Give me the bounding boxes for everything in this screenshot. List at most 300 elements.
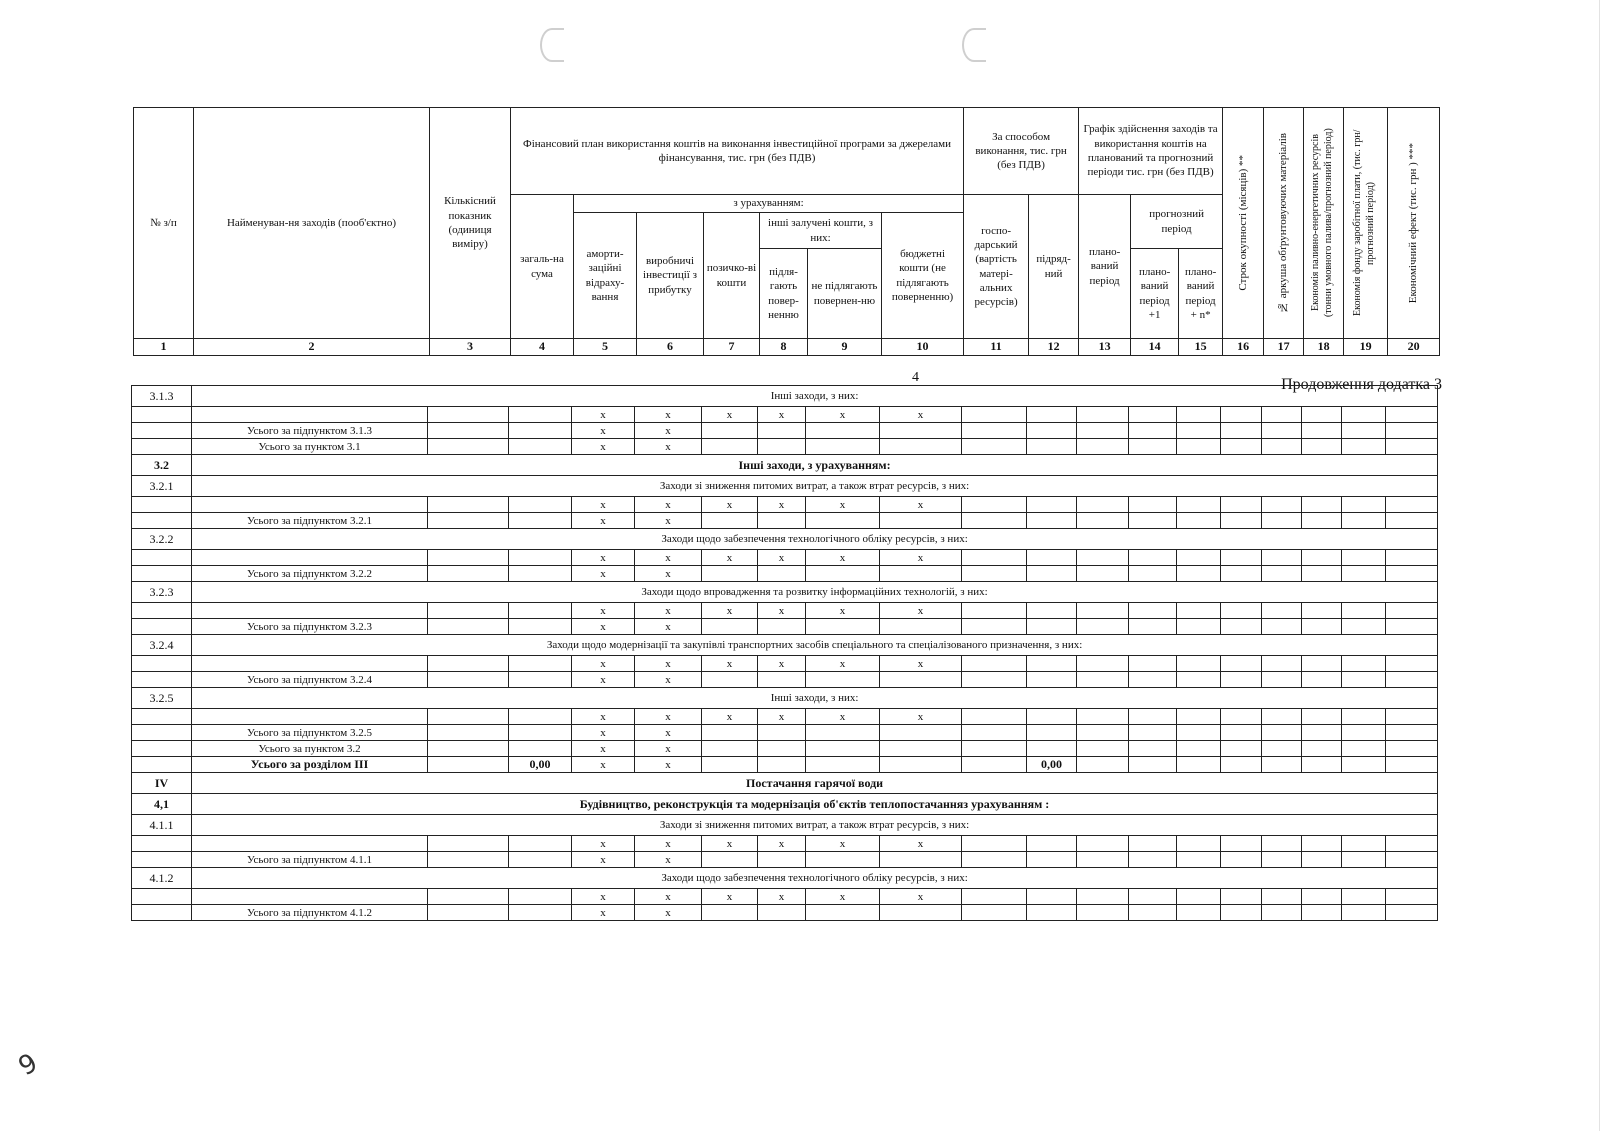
mark-cell <box>702 741 758 757</box>
data-cell <box>1302 439 1342 455</box>
total-cell: 0,00 <box>509 757 572 773</box>
mark-cell <box>758 566 806 582</box>
data-cell <box>1342 423 1386 439</box>
row-code: 3.2.1 <box>132 476 192 497</box>
own-cell <box>962 741 1027 757</box>
data-cell <box>1302 757 1342 773</box>
handwritten-page-number: 9 <box>13 1047 43 1083</box>
data-cell <box>1262 513 1302 529</box>
data-cell <box>1262 709 1302 725</box>
data-cell <box>1077 889 1129 905</box>
mark-cell: x <box>635 423 702 439</box>
header-by-method: За способом виконання, тис. грн (без ПДВ) <box>964 108 1079 195</box>
col-num: 18 <box>1304 339 1344 356</box>
data-cell <box>1077 741 1129 757</box>
quantity-cell <box>428 603 509 619</box>
data-cell <box>1129 905 1177 921</box>
quantity-cell <box>428 889 509 905</box>
header-planned-n: плано-ваний період + n* <box>1179 249 1223 339</box>
mark-cell: x <box>880 836 962 852</box>
table-row <box>132 529 1438 550</box>
col-num: 17 <box>1264 339 1304 356</box>
total-cell <box>509 513 572 529</box>
data-cell <box>1077 439 1129 455</box>
table-row <box>132 566 1438 582</box>
data-cell <box>1177 852 1221 868</box>
data-cell <box>1177 725 1221 741</box>
mark-cell: x <box>702 497 758 513</box>
mark-cell: x <box>880 709 962 725</box>
quantity-cell <box>428 852 509 868</box>
mark-cell: x <box>635 619 702 635</box>
mark-cell <box>702 757 758 773</box>
data-cell <box>1262 836 1302 852</box>
header-name: Найменуван-ня заходів (пооб'єктно) <box>194 108 430 339</box>
header-total: загаль-на сума <box>511 195 574 339</box>
row-label: Усього за підпунктом 4.1.1 <box>192 852 428 868</box>
mark-cell: x <box>702 603 758 619</box>
data-cell <box>1221 603 1262 619</box>
data-cell <box>1262 757 1302 773</box>
data-cell <box>1262 497 1302 513</box>
data-cell <box>1077 603 1129 619</box>
mark-cell: x <box>806 550 880 566</box>
contract-cell <box>1027 566 1077 582</box>
table-row <box>132 905 1438 921</box>
mark-cell: x <box>702 656 758 672</box>
mark-cell: x <box>758 889 806 905</box>
row-code <box>132 905 192 921</box>
data-cell <box>1077 905 1129 921</box>
table-row <box>132 550 1438 566</box>
col-num: 15 <box>1179 339 1223 356</box>
data-cell <box>1077 513 1129 529</box>
mark-cell <box>702 725 758 741</box>
mark-cell: x <box>572 836 635 852</box>
row-code: 4.1.2 <box>132 868 192 889</box>
mark-cell <box>758 852 806 868</box>
mark-cell: x <box>702 709 758 725</box>
data-cell <box>1386 852 1438 868</box>
quantity-cell <box>428 407 509 423</box>
mark-cell <box>880 905 962 921</box>
header-econ-effect: Економічний ефект (тис. грн ) *** <box>1388 108 1440 339</box>
mark-cell <box>806 725 880 741</box>
data-cell <box>1302 889 1342 905</box>
table-row <box>132 852 1438 868</box>
col-num: 11 <box>964 339 1029 356</box>
data-cell <box>1386 513 1438 529</box>
quantity-cell <box>428 566 509 582</box>
contract-cell <box>1027 889 1077 905</box>
data-cell <box>1386 423 1438 439</box>
data-cell <box>1386 407 1438 423</box>
mark-cell: x <box>572 407 635 423</box>
section-title: Постачання гарячої води <box>192 773 1438 794</box>
data-cell <box>1386 836 1438 852</box>
data-cell <box>1077 566 1129 582</box>
data-cell <box>1262 566 1302 582</box>
data-cell <box>1262 889 1302 905</box>
table-body <box>131 385 1438 921</box>
row-code <box>132 423 192 439</box>
data-cell <box>1302 741 1342 757</box>
col-num: 6 <box>637 339 704 356</box>
table-row <box>132 603 1438 619</box>
table-row <box>132 619 1438 635</box>
total-cell <box>509 672 572 688</box>
mark-cell <box>758 757 806 773</box>
mark-cell: x <box>806 407 880 423</box>
data-cell <box>1129 423 1177 439</box>
own-cell <box>962 439 1027 455</box>
data-cell <box>1221 423 1262 439</box>
section-title: Будівництво, реконструкція та модернізація об'єктів теплопостачанняз урахуванням : <box>192 794 1438 815</box>
row-label <box>192 603 428 619</box>
row-label: Усього за пунктом 3.1 <box>192 439 428 455</box>
data-cell <box>1129 889 1177 905</box>
data-cell <box>1129 603 1177 619</box>
data-cell <box>1177 836 1221 852</box>
section-title: Заходи щодо забезпечення технологічного обліку ресурсів, з них: <box>192 868 1438 889</box>
data-cell <box>1342 672 1386 688</box>
table-row <box>132 476 1438 497</box>
header-quantity: Кількісний показник (одиниця виміру) <box>430 108 511 339</box>
table-row <box>132 513 1438 529</box>
mark-cell <box>702 566 758 582</box>
own-cell <box>962 852 1027 868</box>
col-num: 13 <box>1079 339 1131 356</box>
table-row <box>132 757 1438 773</box>
mark-cell <box>806 905 880 921</box>
data-cell <box>1077 757 1129 773</box>
data-cell <box>1177 423 1221 439</box>
table-row <box>132 815 1438 836</box>
row-label <box>192 407 428 423</box>
section-title: Інші заходи, з урахуванням: <box>192 455 1438 476</box>
table-row <box>132 497 1438 513</box>
mark-cell <box>758 672 806 688</box>
row-code: IV <box>132 773 192 794</box>
mark-cell <box>880 619 962 635</box>
section-title: Заходи щодо модернізації та закупівлі транспортних засобів спеціального та спеціалізованого призначення, з них: <box>192 635 1438 656</box>
data-cell <box>1177 566 1221 582</box>
total-cell <box>509 741 572 757</box>
mark-cell: x <box>572 603 635 619</box>
data-cell <box>1221 566 1262 582</box>
data-cell <box>1177 757 1221 773</box>
mark-cell: x <box>635 439 702 455</box>
section-title: Заходи зі зниження питомих витрат, а також втрат ресурсів, з них: <box>192 476 1438 497</box>
table-row <box>132 439 1438 455</box>
data-cell <box>1386 757 1438 773</box>
data-cell <box>1221 550 1262 566</box>
data-cell <box>1386 672 1438 688</box>
data-cell <box>1262 852 1302 868</box>
mark-cell <box>806 672 880 688</box>
mark-cell <box>880 741 962 757</box>
punch-hole-left <box>540 28 564 62</box>
data-cell <box>1302 709 1342 725</box>
own-cell <box>962 603 1027 619</box>
data-cell <box>1302 619 1342 635</box>
data-cell <box>1262 423 1302 439</box>
header-sheet-no: № аркуша обґрунтовуючих матеріалів <box>1264 108 1304 339</box>
mark-cell: x <box>702 836 758 852</box>
row-code <box>132 619 192 635</box>
header-budget: бюджетні кошти (не підлягають поверненню) <box>882 213 964 339</box>
data-cell <box>1302 836 1342 852</box>
data-cell <box>1386 619 1438 635</box>
row-code <box>132 709 192 725</box>
data-cell <box>1129 439 1177 455</box>
data-cell <box>1342 619 1386 635</box>
mark-cell: x <box>635 497 702 513</box>
mark-cell <box>880 423 962 439</box>
total-cell <box>509 619 572 635</box>
own-cell <box>962 566 1027 582</box>
mark-cell <box>806 423 880 439</box>
col-num: 19 <box>1344 339 1388 356</box>
data-cell <box>1221 656 1262 672</box>
data-cell <box>1262 905 1302 921</box>
mark-cell: x <box>806 836 880 852</box>
row-code <box>132 725 192 741</box>
data-cell <box>1386 709 1438 725</box>
table-row <box>132 836 1438 852</box>
contract-cell <box>1027 407 1077 423</box>
header-planned: плано-ваний період <box>1079 195 1131 339</box>
data-cell <box>1302 725 1342 741</box>
row-code <box>132 566 192 582</box>
row-code <box>132 656 192 672</box>
contract-cell: 0,00 <box>1027 757 1077 773</box>
data-cell <box>1077 725 1129 741</box>
data-cell <box>1302 905 1342 921</box>
data-cell <box>1262 741 1302 757</box>
data-cell <box>1386 889 1438 905</box>
data-cell <box>1342 497 1386 513</box>
data-cell <box>1221 741 1262 757</box>
table-row <box>132 725 1438 741</box>
contract-cell <box>1027 905 1077 921</box>
table-header <box>133 107 1440 356</box>
data-cell <box>1386 725 1438 741</box>
table-row <box>132 635 1438 656</box>
header-including: з урахуванням: <box>574 195 964 213</box>
row-label <box>192 497 428 513</box>
header-fin-plan: Фінансовий план використання коштів на виконання інвестиційної програми за джерелами фінансування, тис. грн (без ПДВ) <box>511 108 964 195</box>
row-label: Усього за підпунктом 3.2.4 <box>192 672 428 688</box>
mark-cell: x <box>635 603 702 619</box>
row-code: 3.1.3 <box>132 386 192 407</box>
mark-cell: x <box>880 603 962 619</box>
col-num: 10 <box>882 339 964 356</box>
row-label <box>192 889 428 905</box>
data-cell <box>1342 709 1386 725</box>
section-title: Інші заходи, з них: <box>192 688 1438 709</box>
data-cell <box>1302 407 1342 423</box>
total-cell <box>509 439 572 455</box>
data-cell <box>1129 550 1177 566</box>
data-cell <box>1129 656 1177 672</box>
data-cell <box>1129 741 1177 757</box>
mark-cell: x <box>702 889 758 905</box>
mark-cell: x <box>572 423 635 439</box>
data-cell <box>1386 656 1438 672</box>
col-num: 12 <box>1029 339 1079 356</box>
total-cell <box>509 709 572 725</box>
mark-cell <box>702 423 758 439</box>
mark-cell: x <box>635 725 702 741</box>
quantity-cell <box>428 672 509 688</box>
mark-cell <box>702 439 758 455</box>
mark-cell <box>758 741 806 757</box>
total-cell <box>509 889 572 905</box>
own-cell <box>962 757 1027 773</box>
total-cell <box>509 905 572 921</box>
data-cell <box>1129 619 1177 635</box>
data-cell <box>1302 672 1342 688</box>
mark-cell <box>702 852 758 868</box>
row-code <box>132 439 192 455</box>
data-cell <box>1177 741 1221 757</box>
row-code <box>132 497 192 513</box>
own-cell <box>962 725 1027 741</box>
mark-cell: x <box>880 889 962 905</box>
data-cell <box>1077 852 1129 868</box>
mark-cell <box>758 423 806 439</box>
mark-cell: x <box>572 656 635 672</box>
table-row <box>132 656 1438 672</box>
data-cell <box>1221 439 1262 455</box>
total-cell <box>509 497 572 513</box>
mark-cell: x <box>572 439 635 455</box>
data-cell <box>1129 566 1177 582</box>
row-code: 3.2.4 <box>132 635 192 656</box>
data-cell <box>1386 439 1438 455</box>
header-other-funds: інші залучені кошти, з них: <box>760 213 882 249</box>
header-loans: позичко-ві кошти <box>704 213 760 339</box>
data-cell <box>1221 407 1262 423</box>
mark-cell <box>880 439 962 455</box>
quantity-cell <box>428 619 509 635</box>
row-code <box>132 852 192 868</box>
contract-cell <box>1027 423 1077 439</box>
mark-cell <box>758 725 806 741</box>
data-cell <box>1221 497 1262 513</box>
row-label <box>192 836 428 852</box>
data-cell <box>1342 656 1386 672</box>
mark-cell: x <box>635 407 702 423</box>
data-cell <box>1302 423 1342 439</box>
row-label: Усього за підпунктом 3.2.2 <box>192 566 428 582</box>
header-contract: підряд-ний <box>1029 195 1079 339</box>
data-cell <box>1302 497 1342 513</box>
quantity-cell <box>428 550 509 566</box>
contract-cell <box>1027 439 1077 455</box>
data-cell <box>1077 619 1129 635</box>
mark-cell: x <box>758 836 806 852</box>
mark-cell: x <box>572 672 635 688</box>
data-cell <box>1177 550 1221 566</box>
mark-cell: x <box>635 656 702 672</box>
total-cell <box>509 423 572 439</box>
col-num: 2 <box>194 339 430 356</box>
contract-cell <box>1027 603 1077 619</box>
row-code: 3.2.2 <box>132 529 192 550</box>
mark-cell: x <box>758 603 806 619</box>
data-cell <box>1262 656 1302 672</box>
quantity-cell <box>428 757 509 773</box>
sheet-number: 4 <box>912 370 919 385</box>
data-cell <box>1129 497 1177 513</box>
mark-cell: x <box>635 757 702 773</box>
row-code: 4.1.1 <box>132 815 192 836</box>
total-cell <box>509 603 572 619</box>
mark-cell: x <box>880 656 962 672</box>
mark-cell <box>702 905 758 921</box>
data-cell <box>1077 407 1129 423</box>
header-amort: аморти-заційні відраху-вання <box>574 213 637 339</box>
row-code: 4,1 <box>132 794 192 815</box>
mark-cell: x <box>572 852 635 868</box>
data-cell <box>1342 889 1386 905</box>
own-cell <box>962 889 1027 905</box>
row-code <box>132 741 192 757</box>
table-row <box>132 794 1438 815</box>
data-cell <box>1129 513 1177 529</box>
data-cell <box>1262 619 1302 635</box>
data-cell <box>1302 852 1342 868</box>
header-num: № з/п <box>134 108 194 339</box>
table-row <box>132 889 1438 905</box>
mark-cell: x <box>635 889 702 905</box>
mark-cell <box>702 619 758 635</box>
row-code <box>132 603 192 619</box>
row-label: Усього за підпунктом 3.1.3 <box>192 423 428 439</box>
total-cell <box>509 725 572 741</box>
data-cell <box>1177 497 1221 513</box>
data-cell <box>1177 656 1221 672</box>
col-num: 8 <box>760 339 808 356</box>
row-code <box>132 836 192 852</box>
total-cell <box>509 836 572 852</box>
continuation-label: Продовження додатка 3 <box>1281 376 1442 393</box>
data-cell <box>1177 439 1221 455</box>
table-row <box>132 672 1438 688</box>
contract-cell <box>1027 852 1077 868</box>
data-cell <box>1077 550 1129 566</box>
table-row <box>132 741 1438 757</box>
mark-cell: x <box>572 550 635 566</box>
data-cell <box>1342 852 1386 868</box>
mark-cell <box>880 513 962 529</box>
mark-cell <box>880 852 962 868</box>
mark-cell: x <box>635 852 702 868</box>
data-cell <box>1177 619 1221 635</box>
header-schedule: Графік здійснення заходів та використання коштів на планований та прогнозний періоди тис. грн (без ПДВ) <box>1079 108 1223 195</box>
row-label: Усього за підпунктом 3.2.5 <box>192 725 428 741</box>
mark-cell <box>806 619 880 635</box>
mark-cell: x <box>572 619 635 635</box>
row-label <box>192 656 428 672</box>
quantity-cell <box>428 836 509 852</box>
contract-cell <box>1027 672 1077 688</box>
data-cell <box>1077 656 1129 672</box>
contract-cell <box>1027 513 1077 529</box>
quantity-cell <box>428 741 509 757</box>
